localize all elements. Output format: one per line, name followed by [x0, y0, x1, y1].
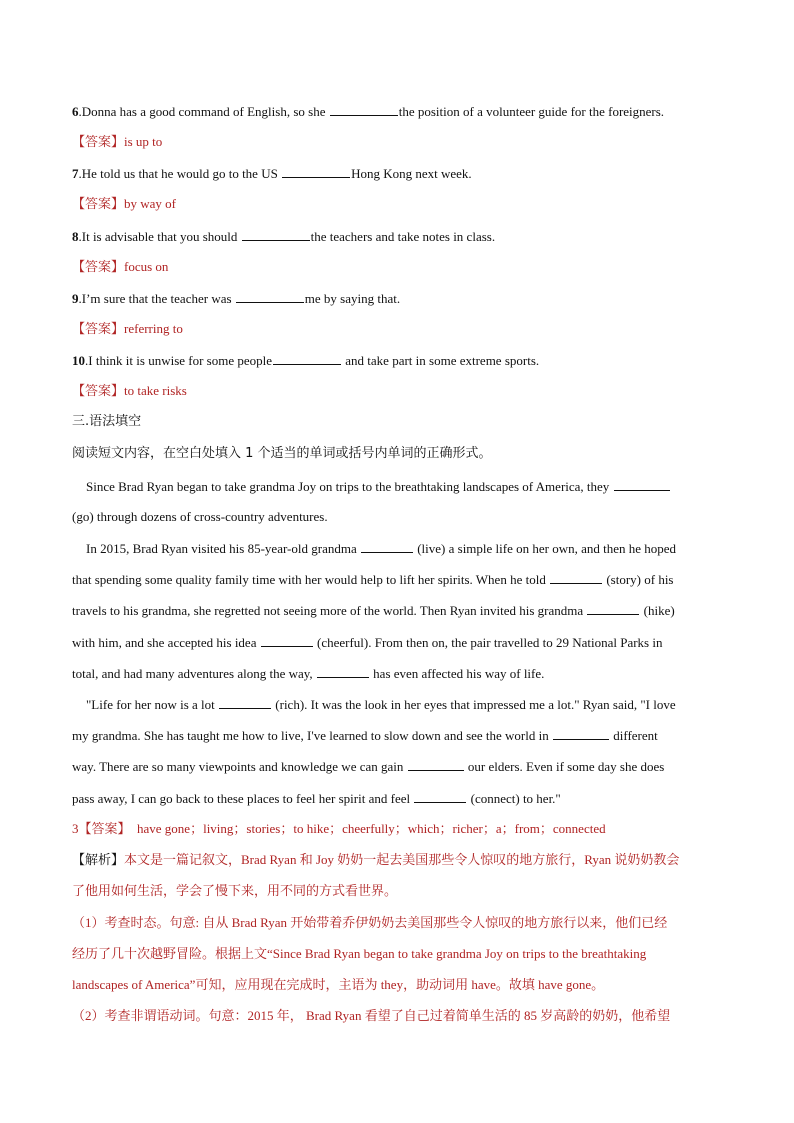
question-number: 7 — [72, 166, 79, 181]
answer-label: 【答案】 — [72, 134, 125, 149]
analysis-line: （2）考查非谓语动词。句意：2015 年， Brad Ryan 看望了自己过着简单生活的 85 岁高龄的奶奶，他希望 — [72, 1008, 671, 1023]
answer-blank[interactable] — [242, 228, 310, 241]
answer-blank[interactable] — [330, 103, 398, 116]
passage-line — [86, 540, 722, 557]
passage-text: Since Brad Ryan began to take grandma Joy on trips to the breathtaking landscapes of America, they — [86, 479, 610, 494]
question-text-end: the teachers and take notes in class. — [310, 229, 496, 244]
analysis-line: 经历了几十次越野冒险。根据上文“Since Brad Ryan began to take grandma Joy on trips to the breathtaking — [72, 946, 647, 961]
question-text-end: Hong Kong next week. — [351, 166, 472, 181]
passage-text: (rich). It was the look in her eyes that impressed me a lot." Ryan said, "I love — [275, 697, 676, 712]
question-text-end: the position of a volunteer guide for the foreigners. — [398, 104, 665, 119]
question-text: .He told us that he would go to the US — [78, 166, 282, 181]
passage-text: with him, and she accepted his idea — [72, 635, 257, 650]
analysis-line — [72, 852, 679, 868]
answer-key-3 — [72, 821, 606, 837]
question-text: .Donna has a good command of English, so she — [78, 104, 329, 119]
question-text-end: and take part in some extreme sports. — [342, 353, 540, 368]
answer-blank[interactable] — [317, 665, 369, 678]
passage-text: our elders. Even if some day she does — [467, 759, 665, 774]
answer-blank[interactable] — [587, 602, 639, 615]
passage-text: (connect) to her." — [470, 791, 561, 806]
passage-text: (live) a simple life on her own, and then he hoped — [417, 541, 677, 556]
answer-blank[interactable] — [408, 758, 464, 771]
answer-text: is up to — [124, 134, 163, 149]
answer-6 — [72, 134, 162, 150]
passage-line — [72, 758, 664, 775]
answer-8 — [72, 259, 168, 275]
passage-line — [72, 602, 675, 619]
passage-text: has even affected his way of life. — [373, 666, 545, 681]
section-title: 三.语法填空 — [72, 414, 142, 429]
answer-7 — [72, 196, 176, 212]
analysis-label: 【解析】 — [72, 852, 125, 867]
answer-9 — [72, 321, 183, 337]
answer-10 — [72, 383, 187, 399]
passage-text: (cheerful). From then on, the pair travelled to 29 National Parks in — [316, 635, 663, 650]
passage-line — [72, 634, 662, 651]
passage-text: travels to his grandma, she regretted not seeing more of the world. Then Ryan invited his grandma — [72, 603, 584, 618]
answer-blank[interactable] — [553, 727, 609, 740]
answer-label: 【答案】 — [72, 259, 125, 274]
answer-blank[interactable] — [361, 540, 413, 553]
answer-text: focus on — [124, 259, 169, 274]
analysis-line: 了他用如何生活，学会了慢下来，用不同的方式看世界。 — [72, 883, 398, 898]
passage-text: pass away, I can go back to these places to feel her spirit and feel — [72, 791, 411, 806]
answer-label: 3【答案】 — [72, 821, 131, 836]
question-number: 8 — [72, 229, 79, 244]
section-instruction: 阅读短文内容，在空白处填入 1 个适当的单词或括号内单词的正确形式。 — [72, 446, 492, 461]
passage-text: In 2015, Brad Ryan visited his 85-year-old grandma — [86, 541, 357, 556]
answer-label: 【答案】 — [72, 196, 125, 211]
passage-line — [72, 727, 658, 744]
question-text: .I’m sure that the teacher was — [78, 291, 235, 306]
question-number: 6 — [72, 104, 79, 119]
analysis-text: 本文是一篇记叙文，Brad Ryan 和 Joy 奶奶一起去美国那些令人惊叹的地方旅行，Ryan 说奶奶教会 — [124, 852, 680, 867]
passage-text: total, and had many adventures along the way, — [72, 666, 313, 681]
passage-text: that spending some quality family time with her would help to lift her spirits. When he told — [72, 572, 546, 587]
passage-line — [86, 696, 722, 713]
answer-blank[interactable] — [273, 352, 341, 365]
answer-text: to take risks — [124, 383, 187, 398]
passage-text: "Life for her now is a lot — [86, 697, 215, 712]
passage-line — [86, 478, 722, 495]
answer-blank[interactable] — [219, 696, 271, 709]
question-9 — [72, 290, 400, 307]
answer-blank[interactable] — [261, 634, 313, 647]
answer-text: referring to — [124, 321, 183, 336]
answer-text: have gone；living；stories；to hike；cheerfully；which；richer；a；from；connected — [137, 821, 606, 836]
passage-text: (hike) — [643, 603, 675, 618]
question-text: .It is advisable that you should — [78, 229, 241, 244]
passage-text: (story) of his — [606, 572, 674, 587]
passage-line — [72, 665, 544, 682]
answer-blank[interactable] — [282, 165, 350, 178]
analysis-line: landscapes of America”可知，应用现在完成时，主语为 they，助动词用 have。故填 have gone。 — [72, 977, 605, 992]
answer-text: by way of — [124, 196, 177, 211]
question-10 — [72, 352, 539, 369]
answer-blank[interactable] — [614, 478, 670, 491]
question-number: 10 — [72, 353, 85, 368]
answer-label: 【答案】 — [72, 383, 125, 398]
passage-text: my grandma. She has taught me how to live, I've learned to slow down and see the world in — [72, 728, 549, 743]
question-8 — [72, 228, 495, 245]
answer-blank[interactable] — [550, 571, 602, 584]
answer-blank[interactable] — [236, 290, 304, 303]
passage-text: way. There are so many viewpoints and knowledge we can gain — [72, 759, 404, 774]
question-text-end: me by saying that. — [304, 291, 401, 306]
passage-line — [72, 571, 674, 588]
analysis-line: （1）考查时态。句意: 自从 Brad Ryan 开始带着乔伊奶奶去美国那些令人惊叹的地方旅行以来，他们已经 — [72, 915, 668, 930]
passage-line — [72, 509, 328, 525]
question-6 — [72, 103, 664, 120]
passage-text: (go) through dozens of cross-country adventures. — [72, 509, 328, 524]
question-number: 9 — [72, 291, 79, 306]
question-text: .I think it is unwise for some people — [85, 353, 273, 368]
question-7 — [72, 165, 472, 182]
passage-text: different — [613, 728, 658, 743]
passage-line — [72, 790, 561, 807]
answer-blank[interactable] — [414, 790, 466, 803]
answer-label: 【答案】 — [72, 321, 125, 336]
